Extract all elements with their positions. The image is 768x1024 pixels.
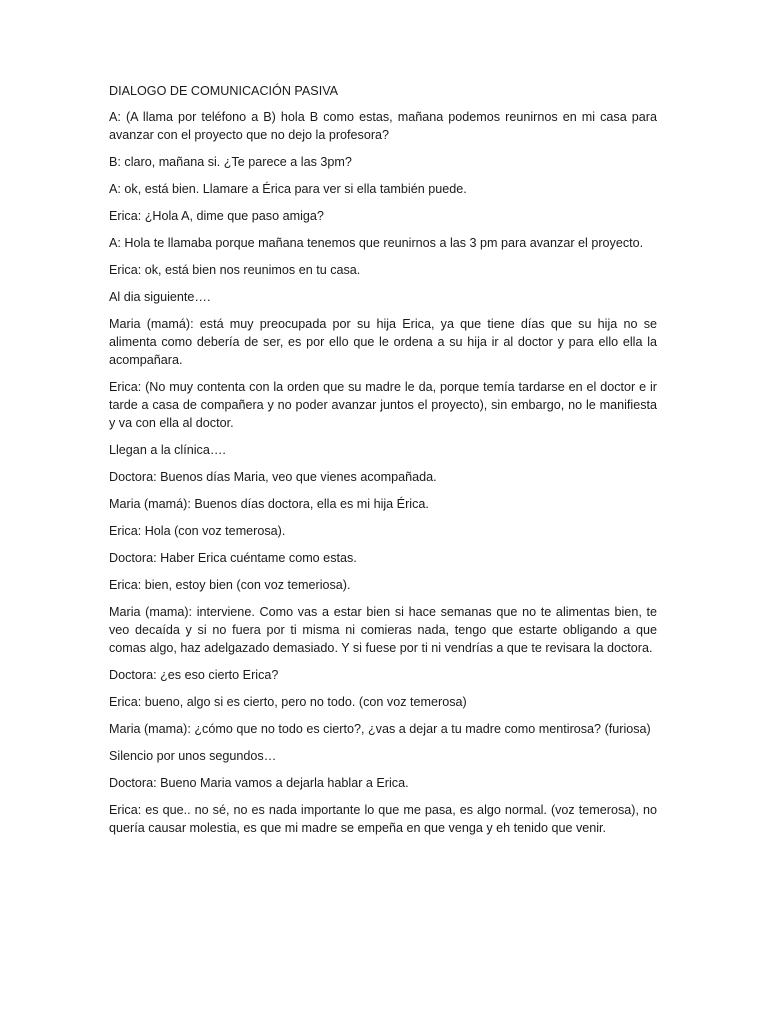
dialogue-line: Maria (mama): ¿cómo que no todo es cierto?, ¿vas a dejar a tu madre como mentirosa? (furiosa) [109,722,651,736]
document-page [109,82,657,846]
dialogue-line: Erica: bueno, algo si es cierto, pero no todo. (con voz temerosa) [109,695,467,709]
document-title: DIALOGO DE COMUNICACIÓN PASIVA [109,84,339,98]
dialogue-line: Maria (mama): interviene. Como vas a estar bien si hace semanas que no te alimentas bien, te veo decaída y si no fuera por ti misma ni comieras nada, tengo que estarte obligando a que comas algo, haz adelgazado demasiado. Y si fuese por ti ni vendrías a que te revisara la doctora. [109,605,657,655]
narration-line: Llegan a la clínica…. [109,443,226,457]
dialogue-line: Maria (mamá): está muy preocupada por su hija Erica, ya que tiene días que su hija no se alimenta como debería de ser, es por ello que le ordena a su hija ir al doctor y para ello ella la acompañara. [109,317,657,367]
dialogue-line: A: Hola te llamaba porque mañana tenemos que reunirnos a las 3 pm para avanzar el proyecto. [109,236,644,250]
dialogue-line: Erica: (No muy contenta con la orden que su madre le da, porque temía tardarse en el doctor e ir tarde a casa de compañera y no poder avanzar juntos el proyecto), sin embargo, no le manifiesta y va con ella al doctor. [109,380,657,430]
dialogue-line: Doctora: Bueno Maria vamos a dejarla hablar a Erica. [109,776,409,790]
dialogue-line: Doctora: Haber Erica cuéntame como estas. [109,551,357,565]
dialogue-line: A: ok, está bien. Llamare a Érica para ver si ella también puede. [109,182,467,196]
dialogue-line: Doctora: Buenos días Maria, veo que vienes acompañada. [109,470,437,484]
dialogue-line: Maria (mamá): Buenos días doctora, ella es mi hija Érica. [109,497,429,511]
dialogue-line: Erica: ok, está bien nos reunimos en tu casa. [109,263,361,277]
dialogue-line: Erica: bien, estoy bien (con voz temeriosa). [109,578,351,592]
dialogue-line: A: (A llama por teléfono a B) hola B como estas, mañana podemos reunirnos en mi casa para avanzar con el proyecto que no dejo la profesora? [109,110,657,142]
narration-line: Al dia siguiente…. [109,290,211,304]
dialogue-line: Erica: es que.. no sé, no es nada importante lo que me pasa, es algo normal. (voz temerosa), no quería causar molestia, es que mi madre se empeña en que venga y eh tenido que venir. [109,803,657,835]
dialogue-line: Erica: Hola (con voz temerosa). [109,524,286,538]
dialogue-line: Doctora: ¿es eso cierto Erica? [109,668,279,682]
narration-line: Silencio por unos segundos… [109,749,277,763]
dialogue-line: Erica: ¿Hola A, dime que paso amiga? [109,209,324,223]
dialogue-line: B: claro, mañana si. ¿Te parece a las 3pm? [109,155,352,169]
